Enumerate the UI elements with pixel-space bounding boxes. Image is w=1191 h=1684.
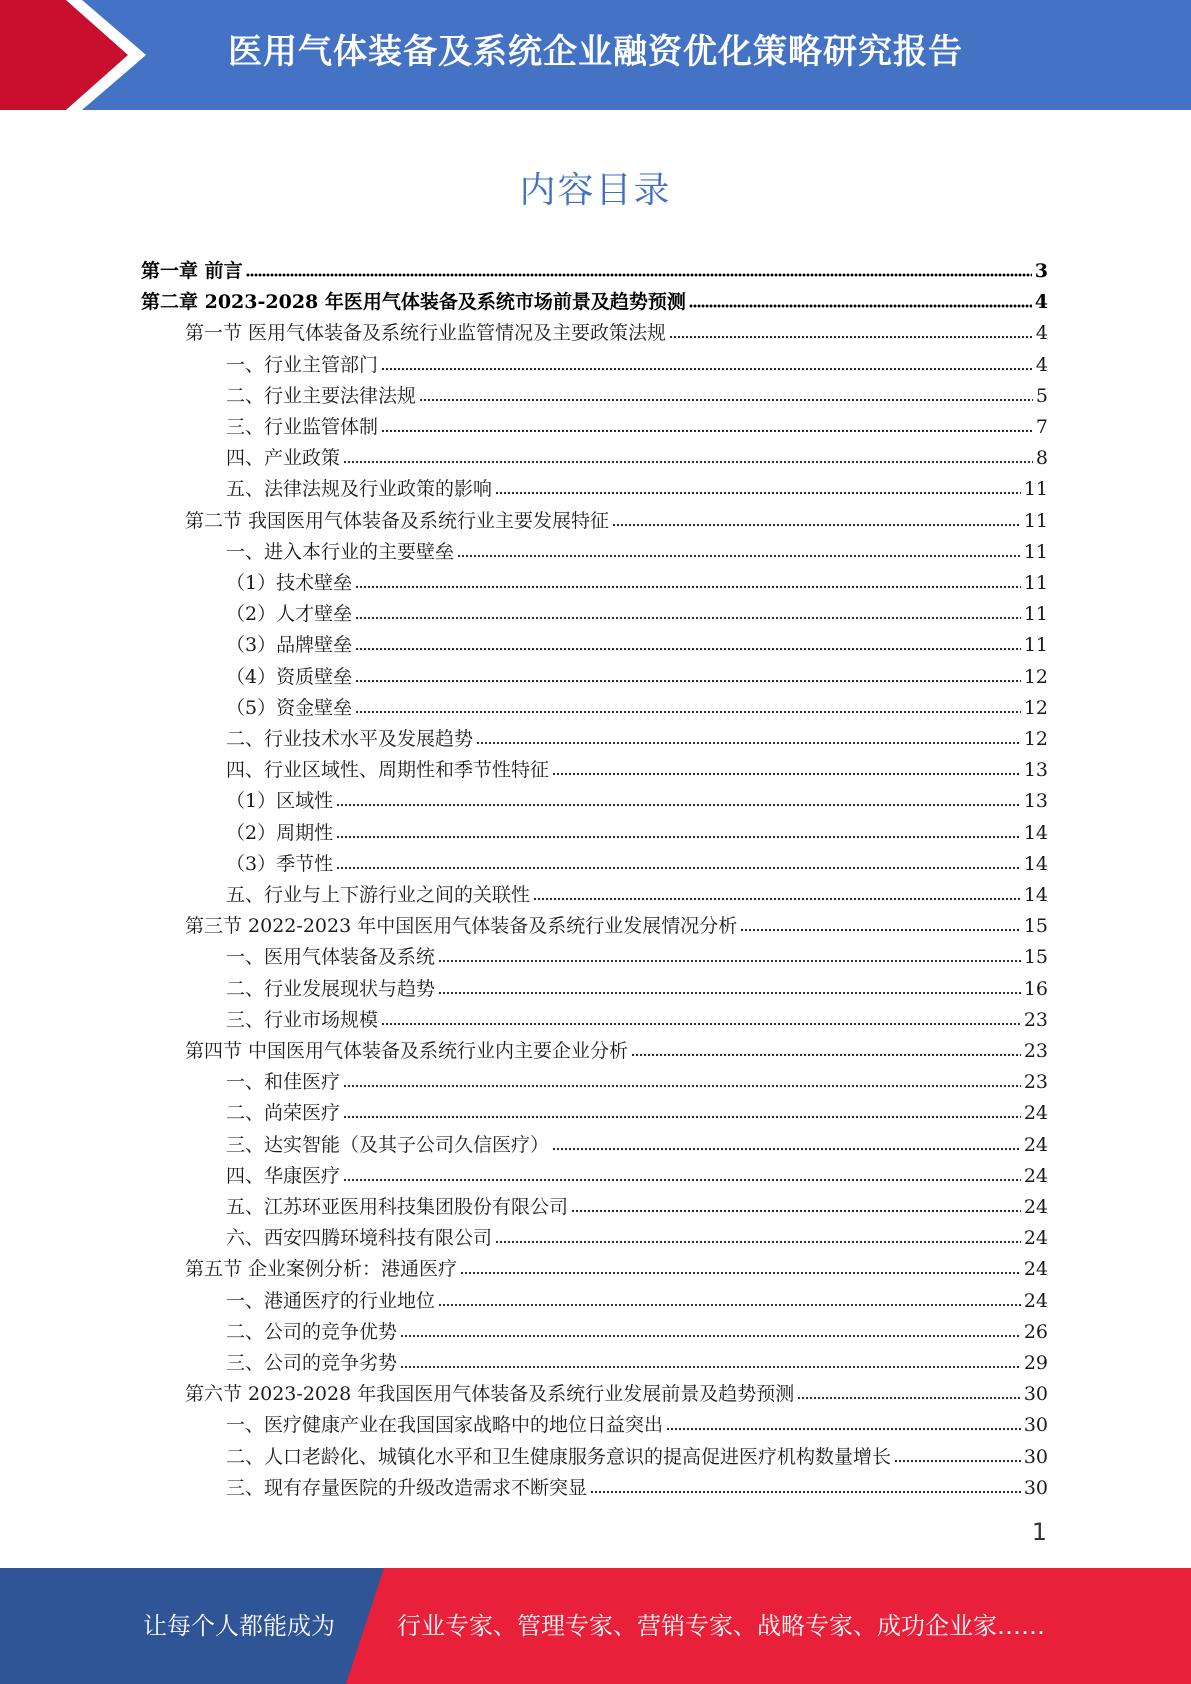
toc-entry-page: 4 [1034,291,1048,314]
toc-entry-title: 第一节 医用气体装备及系统行业监管情况及主要政策法规 [185,322,667,345]
toc-entry-title: 五、法律法规及行业政策的影响 [226,478,493,501]
toc-entry-title: 第六节 2023-2028 年我国医用气体装备及系统行业发展前景及趋势预测 [185,1383,795,1406]
toc-entry-page: 4 [1035,322,1048,345]
toc-dot-leader [381,428,1033,434]
toc-entry[interactable] [226,1127,1048,1158]
toc-entry-page: 8 [1035,447,1048,470]
toc-entry-title: 第五节 企业案例分析：港通医疗 [185,1258,458,1281]
toc-entry-page: 24 [1023,1196,1048,1218]
toc-entry[interactable] [226,378,1048,409]
toc-entry-page: 5 [1035,384,1048,407]
toc-dot-leader [343,1083,1021,1089]
footer-banner [0,1568,1191,1684]
toc-entry-page: 29 [1023,1352,1048,1374]
toc-entry-title: 六、西安四腾环境科技有限公司 [226,1227,493,1250]
toc-entry-title: 二、人口老龄化、城镇化水平和卫生健康服务意识的提高促进医疗机构数量增长 [226,1445,892,1468]
toc-entry-page: 11 [1023,603,1048,626]
toc-dot-leader [460,1270,1021,1276]
toc-entry[interactable] [226,1345,1048,1376]
toc-entry-title: 二、行业发展现状与趋势 [226,977,436,1000]
toc-entry-page: 14 [1023,884,1048,906]
toc-dot-leader [400,1364,1021,1370]
toc-entry-page: 13 [1023,790,1048,813]
toc-entry-page: 30 [1023,1383,1048,1406]
toc-entry[interactable] [226,440,1048,471]
toc-entry[interactable] [226,939,1048,970]
toc-entry-page: 3 [1034,260,1048,282]
toc-entry[interactable] [226,347,1048,378]
toc-entry[interactable] [226,1314,1048,1345]
toc-entry-title: 一、医用气体装备及系统 [226,946,436,969]
toc-entry-page: 11 [1023,478,1048,501]
toc-entry[interactable] [185,1376,1048,1407]
toc-dot-leader [438,958,1021,964]
toc-entry-page: 23 [1023,1071,1048,1094]
toc-dot-leader [612,522,1021,528]
toc-entry-title: （5）资金壁垒 [226,696,353,719]
toc-entry-title: 五、行业与上下游行业之间的关联性 [226,884,531,906]
toc-entry-title: 三、达实智能（及其子公司久信医疗） [226,1133,550,1156]
header-arrow-icon [0,0,160,110]
report-title: 医用气体装备及系统企业融资优化策略研究报告 [228,32,963,72]
toc-entry[interactable] [226,1002,1048,1033]
toc-dot-leader [495,490,1021,496]
toc-entry-page: 24 [1023,1289,1048,1312]
toc-entry-title: 四、产业政策 [226,447,341,470]
toc-entry-page: 4 [1035,353,1048,376]
toc-dot-leader [419,397,1033,403]
toc-entry-page: 12 [1023,728,1048,750]
toc-entry-title: 第四节 中国医用气体装备及系统行业内主要企业分析 [185,1040,629,1062]
toc-entry-title: 一、进入本行业的主要壁垒 [226,540,455,563]
toc-dot-leader [631,1052,1021,1058]
toc-dot-leader [571,1208,1021,1214]
toc-entry-title: 第二节 我国医用气体装备及系统行业主要发展特征 [185,509,610,532]
toc-dot-leader [246,272,1032,278]
toc-entry-page: 7 [1035,416,1048,438]
toc-dot-leader [343,1114,1021,1120]
toc-entry-page: 24 [1023,1227,1048,1250]
toc-dot-leader [343,459,1033,465]
toc-entry[interactable] [226,534,1048,565]
toc-entry[interactable] [226,1095,1048,1126]
toc-entry-title: 第二章 2023-2028 年医用气体装备及系统市场前景及趋势预测 [141,291,686,314]
toc-entry-title: （2）周期性 [226,821,334,844]
toc-entry[interactable] [185,908,1048,939]
toc-entry-title: （2）人才壁垒 [226,603,353,626]
toc-entry[interactable] [185,1033,1048,1064]
toc-dot-leader [740,927,1021,933]
toc-entry-title: 五、江苏环亚医用科技集团股份有限公司 [226,1196,569,1218]
toc-entry-page: 24 [1023,1164,1048,1187]
toc-dot-leader [336,865,1021,871]
toc-dot-leader [336,834,1021,840]
toc-dot-leader [669,334,1033,340]
toc-dot-leader [355,678,1021,684]
toc-dot-leader [894,1458,1021,1464]
toc-entry-title: （3）品牌壁垒 [226,634,353,657]
toc-entry-title: 一、和佳医疗 [226,1071,341,1094]
toc-dot-leader [552,1146,1021,1152]
toc-entry-page: 15 [1023,946,1048,969]
toc-entry[interactable] [226,1158,1048,1189]
toc-entry-title: （1）区域性 [226,790,334,813]
toc-heading: 内容目录 [519,170,672,211]
toc-dot-leader [666,1426,1021,1432]
toc-entry-title: 二、行业主要法律法规 [226,384,417,407]
toc-entry[interactable] [226,877,1048,908]
toc-dot-leader [355,584,1021,590]
toc-dot-leader [336,802,1021,808]
toc-entry-page: 30 [1023,1476,1048,1499]
toc-entry[interactable] [226,596,1048,627]
toc-dot-leader [457,553,1021,559]
toc-entry-page: 11 [1023,540,1048,563]
toc-entry-title: （3）季节性 [226,852,334,875]
toc-dot-leader [381,366,1033,372]
toc-entry-title: 一、港通医疗的行业地位 [226,1289,436,1312]
toc-entry[interactable] [226,721,1048,752]
toc-entry[interactable] [226,627,1048,658]
toc-entry-title: 四、华康医疗 [226,1164,341,1187]
toc-dot-leader [495,1239,1021,1245]
toc-entry-page: 11 [1023,509,1048,532]
toc-entry-page: 24 [1023,1258,1048,1281]
toc-dot-leader [552,771,1021,777]
toc-entry-title: 三、公司的竞争劣势 [226,1352,398,1374]
toc-entry-page: 23 [1023,1008,1048,1031]
toc-entry-page: 11 [1023,634,1048,657]
toc-entry[interactable] [226,1439,1048,1470]
toc-entry-title: （4）资质壁垒 [226,665,353,688]
toc-entry[interactable] [185,1251,1048,1282]
toc-entry[interactable] [185,503,1048,534]
toc-entry[interactable] [226,409,1048,440]
toc-entry-title: 一、医疗健康产业在我国国家战略中的地位日益突出 [226,1414,664,1437]
toc-entry[interactable] [226,783,1048,814]
toc-dot-leader [381,1021,1021,1027]
toc-entry[interactable] [141,284,1048,315]
page-number: 1 [1031,1518,1047,1546]
toc-entry[interactable] [226,1470,1048,1501]
toc-entry[interactable] [141,253,1048,284]
toc-entry[interactable] [226,1220,1048,1251]
toc-entry-title: 二、公司的竞争优势 [226,1320,398,1343]
toc-entry-title: 三、行业市场规模 [226,1008,379,1031]
toc-entry-page: 23 [1023,1040,1048,1062]
toc-entry[interactable] [226,659,1048,690]
toc-dot-leader [533,896,1021,902]
toc-entry-title: 第三节 2022-2023 年中国医用气体装备及系统行业发展情况分析 [185,915,738,938]
toc-dot-leader [689,303,1032,309]
toc-dot-leader [343,1177,1021,1183]
toc-dot-leader [355,709,1021,715]
toc-entry[interactable] [226,752,1048,783]
toc-dot-leader [355,615,1021,621]
toc-entry-page: 13 [1023,759,1048,782]
toc-dot-leader [400,1333,1021,1339]
toc-entry[interactable] [226,471,1048,502]
toc-dot-leader [476,740,1021,746]
toc-entry-page: 12 [1023,696,1048,719]
toc-entry[interactable] [226,1283,1048,1314]
toc-entry-title: 二、尚荣医疗 [226,1102,341,1125]
toc-entry[interactable] [226,565,1048,596]
toc-entry[interactable] [226,1189,1048,1220]
toc-entry-title: 三、行业监管体制 [226,416,379,438]
toc-entry-title: （1）技术壁垒 [226,572,353,594]
toc-entry[interactable] [226,846,1048,877]
toc-entry-page: 12 [1023,665,1048,688]
toc-entry-title: 一、行业主管部门 [226,353,379,376]
toc-dot-leader [797,1395,1021,1401]
toc-entry-page: 30 [1023,1414,1048,1437]
toc-entry[interactable] [226,971,1048,1002]
toc-entry-title: 第一章 前言 [141,260,243,282]
toc-dot-leader [590,1489,1021,1495]
toc-entry-title: 四、行业区域性、周期性和季节性特征 [226,759,550,782]
toc-entry-title: 三、现有存量医院的升级改造需求不断突显 [226,1476,588,1499]
footer-slogan-left: 让每个人都能成为 [143,1612,335,1640]
toc-entry[interactable] [226,1407,1048,1438]
toc-entry-page: 24 [1023,1102,1048,1125]
toc-dot-leader [438,990,1021,996]
footer-slogan-right: 行业专家、管理专家、营销专家、战略专家、成功企业家…… [397,1612,1045,1640]
toc-dot-leader [438,1302,1021,1308]
toc-entry-page: 15 [1023,915,1048,938]
toc-entry-page: 30 [1023,1445,1048,1468]
toc-dot-leader [355,646,1021,652]
toc-entry[interactable] [185,315,1048,346]
toc-entry-page: 26 [1023,1320,1048,1343]
toc-entry-title: 二、行业技术水平及发展趋势 [226,728,474,750]
toc-entry-page: 11 [1023,572,1048,594]
header-banner [0,0,1191,110]
toc-entry-page: 14 [1023,852,1048,875]
toc-entry-page: 16 [1023,977,1048,1000]
toc-entry[interactable] [226,1064,1048,1095]
toc-entry-page: 14 [1023,821,1048,844]
toc-entry[interactable] [226,815,1048,846]
toc-entry[interactable] [226,690,1048,721]
toc-entry-page: 24 [1023,1133,1048,1156]
